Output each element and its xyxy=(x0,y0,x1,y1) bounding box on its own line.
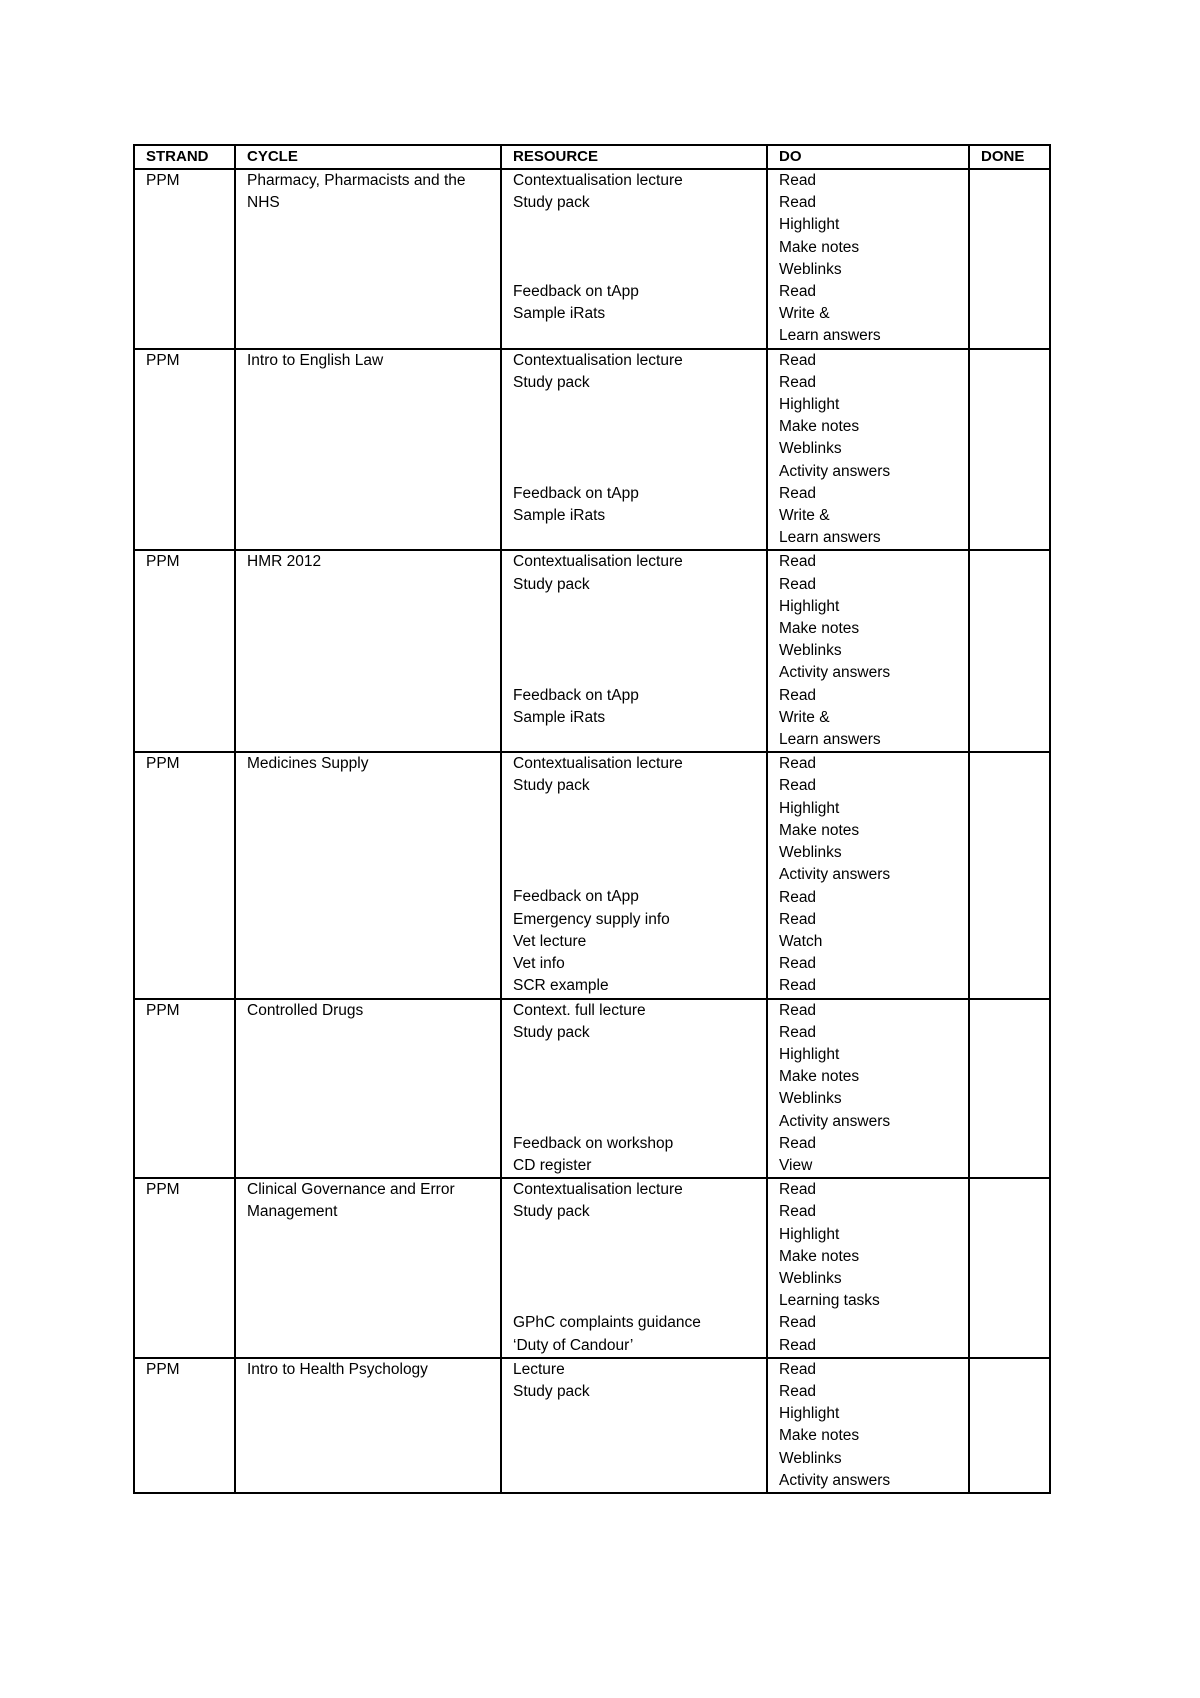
done-text xyxy=(981,551,1043,573)
resource-item xyxy=(513,416,760,438)
header-done: DONE xyxy=(969,145,1050,169)
do-item: Make notes xyxy=(779,1427,860,1445)
done-cell[interactable] xyxy=(969,1358,1050,1493)
do-item: Weblinks xyxy=(779,642,842,660)
resource-item: ‘Duty of Candour’ xyxy=(513,1336,634,1354)
resource-item: Vet lecture xyxy=(513,932,587,950)
strand-text: PPM xyxy=(146,1001,180,1019)
do-item: Highlight xyxy=(779,396,840,414)
do-cell xyxy=(767,550,969,752)
resource-item xyxy=(513,1470,760,1492)
cycle-text: Controlled Drugs xyxy=(247,1001,364,1019)
do-item: Learn answers xyxy=(779,327,881,345)
resource-item: GPhC complaints guidance xyxy=(513,1314,701,1332)
done-cell[interactable] xyxy=(969,1178,1050,1358)
do-item: Activity answers xyxy=(779,1112,891,1130)
do-item: Learning tasks xyxy=(779,1292,880,1310)
resource-item xyxy=(513,1268,760,1290)
resource-item: Study pack xyxy=(513,1203,590,1221)
resource-item xyxy=(513,1403,760,1425)
done-text xyxy=(981,753,1043,775)
resource-item: Sample iRats xyxy=(513,305,606,323)
resource-item: Context. full lecture xyxy=(513,1001,646,1019)
strand-text: PPM xyxy=(146,755,180,773)
resource-item: Sample iRats xyxy=(513,708,606,726)
table-row xyxy=(134,169,1050,349)
do-item: Activity answers xyxy=(779,462,891,480)
do-item: Highlight xyxy=(779,1225,840,1243)
do-item: Write & xyxy=(779,708,830,726)
done-cell[interactable] xyxy=(969,550,1050,752)
resource-item xyxy=(513,259,760,281)
cycle-cell xyxy=(235,1358,501,1493)
do-item: Read xyxy=(779,1134,817,1152)
do-cell xyxy=(767,169,969,349)
strand-cell xyxy=(134,169,235,349)
done-cell[interactable] xyxy=(969,999,1050,1179)
do-item: Make notes xyxy=(779,821,860,839)
table-row xyxy=(134,752,1050,998)
strand-text: PPM xyxy=(146,351,180,369)
resource-item: Lecture xyxy=(513,1360,565,1378)
do-cell xyxy=(767,349,969,551)
header-strand: STRAND xyxy=(134,145,235,169)
do-item: Highlight xyxy=(779,597,840,615)
resource-cell xyxy=(501,169,767,349)
done-text xyxy=(981,170,1043,192)
cycle-text: Medicines Supply xyxy=(247,755,369,773)
do-item: Highlight xyxy=(779,216,840,234)
done-text xyxy=(981,350,1043,372)
resource-item: Contextualisation lecture xyxy=(513,351,683,369)
resource-cell xyxy=(501,752,767,998)
cycle-cell xyxy=(235,349,501,551)
do-item: Read xyxy=(779,686,817,704)
strand-text: PPM xyxy=(146,1360,180,1378)
resource-item xyxy=(513,438,760,460)
resource-item xyxy=(513,1425,760,1447)
resource-item xyxy=(513,618,760,640)
do-item: Read xyxy=(779,194,817,212)
resource-item xyxy=(513,662,760,684)
resource-item: Contextualisation lecture xyxy=(513,553,683,571)
header-resource: RESOURCE xyxy=(501,145,767,169)
resource-item: CD register xyxy=(513,1156,592,1174)
resource-item: Vet info xyxy=(513,955,565,973)
header-row xyxy=(134,145,1050,169)
do-cell xyxy=(767,1358,969,1493)
do-item: Watch xyxy=(779,932,823,950)
resource-item xyxy=(513,1088,760,1110)
strand-cell xyxy=(134,752,235,998)
do-item: Write & xyxy=(779,305,830,323)
resource-item xyxy=(513,325,760,347)
do-item: Highlight xyxy=(779,799,840,817)
resource-item xyxy=(513,640,760,662)
strand-text: PPM xyxy=(146,1181,180,1199)
resource-cell xyxy=(501,349,767,551)
resource-cell xyxy=(501,1178,767,1358)
done-text xyxy=(981,1000,1043,1022)
resource-item xyxy=(513,864,760,886)
do-item: Read xyxy=(779,910,817,928)
do-item: Weblinks xyxy=(779,844,842,862)
table-row xyxy=(134,1178,1050,1358)
resource-item: Study pack xyxy=(513,194,590,212)
resource-item xyxy=(513,237,760,259)
cycle-text: Pharmacy, Pharmacists and the NHS xyxy=(247,172,466,212)
table-body xyxy=(134,169,1050,1493)
resource-item: SCR example xyxy=(513,977,609,995)
do-item: Read xyxy=(779,351,817,369)
do-item: Learn answers xyxy=(779,529,881,547)
do-item: Read xyxy=(779,172,817,189)
resource-item xyxy=(513,1290,760,1312)
resource-item xyxy=(513,1066,760,1088)
resource-item xyxy=(513,729,760,751)
strand-cell xyxy=(134,1178,235,1358)
header-cycle: CYCLE xyxy=(235,145,501,169)
header-do: DO xyxy=(767,145,969,169)
do-item: Make notes xyxy=(779,418,860,436)
table-row xyxy=(134,1358,1050,1493)
do-item: Read xyxy=(779,888,817,906)
do-item: Write & xyxy=(779,507,830,525)
resource-item: Feedback on tApp xyxy=(513,484,639,502)
resource-item: Study pack xyxy=(513,1382,590,1400)
resource-item xyxy=(513,1044,760,1066)
do-item: Read xyxy=(779,1382,817,1400)
do-item: Read xyxy=(779,553,817,571)
resource-item xyxy=(513,1224,760,1246)
strand-cell xyxy=(134,1358,235,1493)
do-cell xyxy=(767,1178,969,1358)
resource-cell xyxy=(501,1358,767,1493)
do-item: Read xyxy=(779,1314,817,1332)
cycle-cell xyxy=(235,752,501,998)
do-item: Read xyxy=(779,484,817,502)
cycle-cell xyxy=(235,550,501,752)
do-item: Read xyxy=(779,977,817,995)
resource-item xyxy=(513,394,760,416)
resource-item: Emergency supply info xyxy=(513,910,670,928)
resource-item xyxy=(513,1246,760,1268)
do-item: Read xyxy=(779,575,817,593)
resource-item: Feedback on workshop xyxy=(513,1134,674,1152)
resource-item xyxy=(513,820,760,842)
resource-item xyxy=(513,214,760,236)
do-item: Read xyxy=(779,1023,817,1041)
resource-item: Feedback on tApp xyxy=(513,686,639,704)
do-item: Read xyxy=(779,1001,817,1019)
resource-item: Contextualisation lecture xyxy=(513,172,683,189)
cycle-cell xyxy=(235,999,501,1179)
do-item: Read xyxy=(779,777,817,795)
do-item: Make notes xyxy=(779,238,860,256)
cycle-text: Intro to English Law xyxy=(247,351,384,369)
cycle-cell xyxy=(235,1178,501,1358)
resource-item xyxy=(513,1448,760,1470)
done-cell[interactable] xyxy=(969,349,1050,551)
resource-cell xyxy=(501,550,767,752)
resource-cell xyxy=(501,999,767,1179)
done-cell[interactable] xyxy=(969,169,1050,349)
resource-item xyxy=(513,1110,760,1132)
resource-item xyxy=(513,798,760,820)
do-item: Highlight xyxy=(779,1045,840,1063)
do-cell xyxy=(767,999,969,1179)
do-item: Activity answers xyxy=(779,664,891,682)
do-item: Read xyxy=(779,1360,817,1378)
resource-item: Feedback on tApp xyxy=(513,282,639,300)
resource-item xyxy=(513,842,760,864)
strand-cell xyxy=(134,999,235,1179)
resource-item: Study pack xyxy=(513,1023,590,1041)
do-cell xyxy=(767,752,969,998)
do-item: Read xyxy=(779,755,817,773)
resource-item: Sample iRats xyxy=(513,506,606,524)
resource-item: Study pack xyxy=(513,373,590,391)
cycle-text: Clinical Governance and Error Management xyxy=(247,1181,455,1221)
do-item: Make notes xyxy=(779,1068,860,1086)
do-item: Read xyxy=(779,1181,817,1199)
cycle-text: Intro to Health Psychology xyxy=(247,1360,428,1378)
resource-item xyxy=(513,527,760,549)
done-text xyxy=(981,1359,1043,1381)
cycle-text: HMR 2012 xyxy=(247,553,322,571)
do-item: Make notes xyxy=(779,620,860,638)
do-item: Read xyxy=(779,373,817,391)
cycle-cell xyxy=(235,169,501,349)
resource-item xyxy=(513,596,760,618)
table-row xyxy=(134,550,1050,752)
strand-text: PPM xyxy=(146,172,180,189)
do-item: Highlight xyxy=(779,1405,840,1423)
do-item: Read xyxy=(779,1336,817,1354)
do-item: Activity answers xyxy=(779,866,891,884)
do-item: Weblinks xyxy=(779,1269,842,1287)
table-row xyxy=(134,999,1050,1179)
done-cell[interactable] xyxy=(969,752,1050,998)
do-item: Make notes xyxy=(779,1247,860,1265)
do-item: Activity answers xyxy=(779,1471,891,1489)
do-item: Read xyxy=(779,1203,817,1221)
strand-cell xyxy=(134,550,235,752)
done-text xyxy=(981,1179,1043,1201)
strand-cell xyxy=(134,349,235,551)
study-plan-table xyxy=(133,144,1051,1494)
resource-item: Study pack xyxy=(513,575,590,593)
do-item: Read xyxy=(779,283,817,301)
do-item: Learn answers xyxy=(779,731,881,749)
do-item: Weblinks xyxy=(779,1449,842,1467)
resource-item: Study pack xyxy=(513,777,590,795)
table-row xyxy=(134,349,1050,551)
do-item: Weblinks xyxy=(779,260,842,278)
do-item: Weblinks xyxy=(779,440,842,458)
do-item: View xyxy=(779,1156,813,1174)
strand-text: PPM xyxy=(146,553,180,571)
do-item: Weblinks xyxy=(779,1090,842,1108)
resource-item: Contextualisation lecture xyxy=(513,1181,683,1199)
resource-item: Feedback on tApp xyxy=(513,888,639,906)
resource-item xyxy=(513,461,760,483)
resource-item: Contextualisation lecture xyxy=(513,755,683,773)
do-item: Read xyxy=(779,955,817,973)
